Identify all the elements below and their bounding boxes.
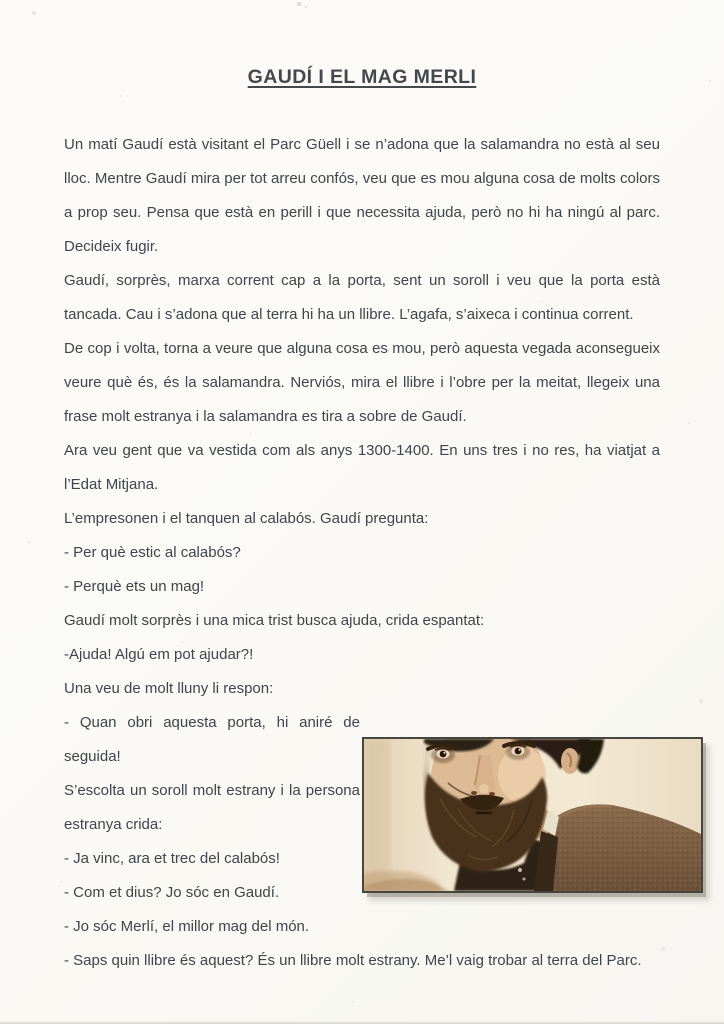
text-line: Gaudí molt sorprès i una mica trist busca ajuda, crida espantat:: [64, 612, 485, 629]
text-line: frase molt estranya i la salamandra es tira a sobre de Gaudí.: [64, 408, 467, 425]
text-line: - Saps quin llibre és aquest? És un llibre molt estrany. Me’l vaig trobar al terra del Parc.: [64, 952, 642, 969]
text-line: - Jo sóc Merlí, el millor mag del món.: [64, 918, 310, 935]
text-line: -Ajuda! Algú em pot ajudar?!: [64, 646, 254, 663]
text-line: Un matí Gaudí està visitant el Parc Güell i se n’adona que la salamandra no està al seu: [64, 136, 660, 153]
text-line: Una veu de molt lluny li respon:: [64, 680, 274, 697]
text-line: De cop i volta, torna a veure que alguna cosa es mou, però aquesta vegada aconsegueix: [64, 340, 660, 357]
text-line: lloc. Mentre Gaudí mira per tot arreu confós, veu que es mou alguna cosa de molts colors: [64, 170, 660, 187]
document-title: GAUDÍ I EL MAG MERLI: [247, 66, 477, 88]
text-line: - Ja vinc, ara et trec del calabós!: [64, 850, 280, 867]
text-line: veure què és, és la salamandra. Nerviós, mira el llibre i l’obre per la meitat, llegeix una: [64, 374, 660, 391]
text-line: a prop seu. Pensa que està en perill i que necessita ajuda, però no hi ha ningú al parc.: [64, 204, 660, 221]
text-line: Ara veu gent que va vestida com als anys 1300-1400. En uns tres i no res, ha viatjat a: [64, 442, 660, 459]
scan-noise-speckles: [0, 0, 2, 2]
text-line: - Com et dius? Jo sóc en Gaudí.: [64, 884, 280, 901]
text-line: L’empresonen i el tanquen al calabós. Gaudí pregunta:: [64, 510, 429, 527]
text-line: - Quan obri aquesta porta, hi aniré de: [64, 714, 360, 731]
text-line: - Per què estic al calabós?: [64, 544, 241, 561]
text-line: l’Edat Mitjana.: [64, 476, 159, 493]
gaudi-portrait-photo: [364, 739, 701, 891]
text-line: estranya crida:: [64, 816, 163, 833]
text-line: - Perquè ets un mag!: [64, 578, 205, 595]
text-line: Gaudí, sorprès, marxa corrent cap a la porta, sent un soroll i veu que la porta està: [64, 272, 660, 289]
text-line: S’escolta un soroll molt estrany i la persona: [64, 782, 360, 799]
text-line: Decideix fugir.: [64, 238, 159, 255]
text-line: seguida!: [64, 748, 121, 765]
photo-frame: [362, 737, 703, 893]
text-line: tancada. Cau i s’adona que al terra hi ha un llibre. L’agafa, s’aixeca i continua corrent.: [64, 306, 634, 323]
